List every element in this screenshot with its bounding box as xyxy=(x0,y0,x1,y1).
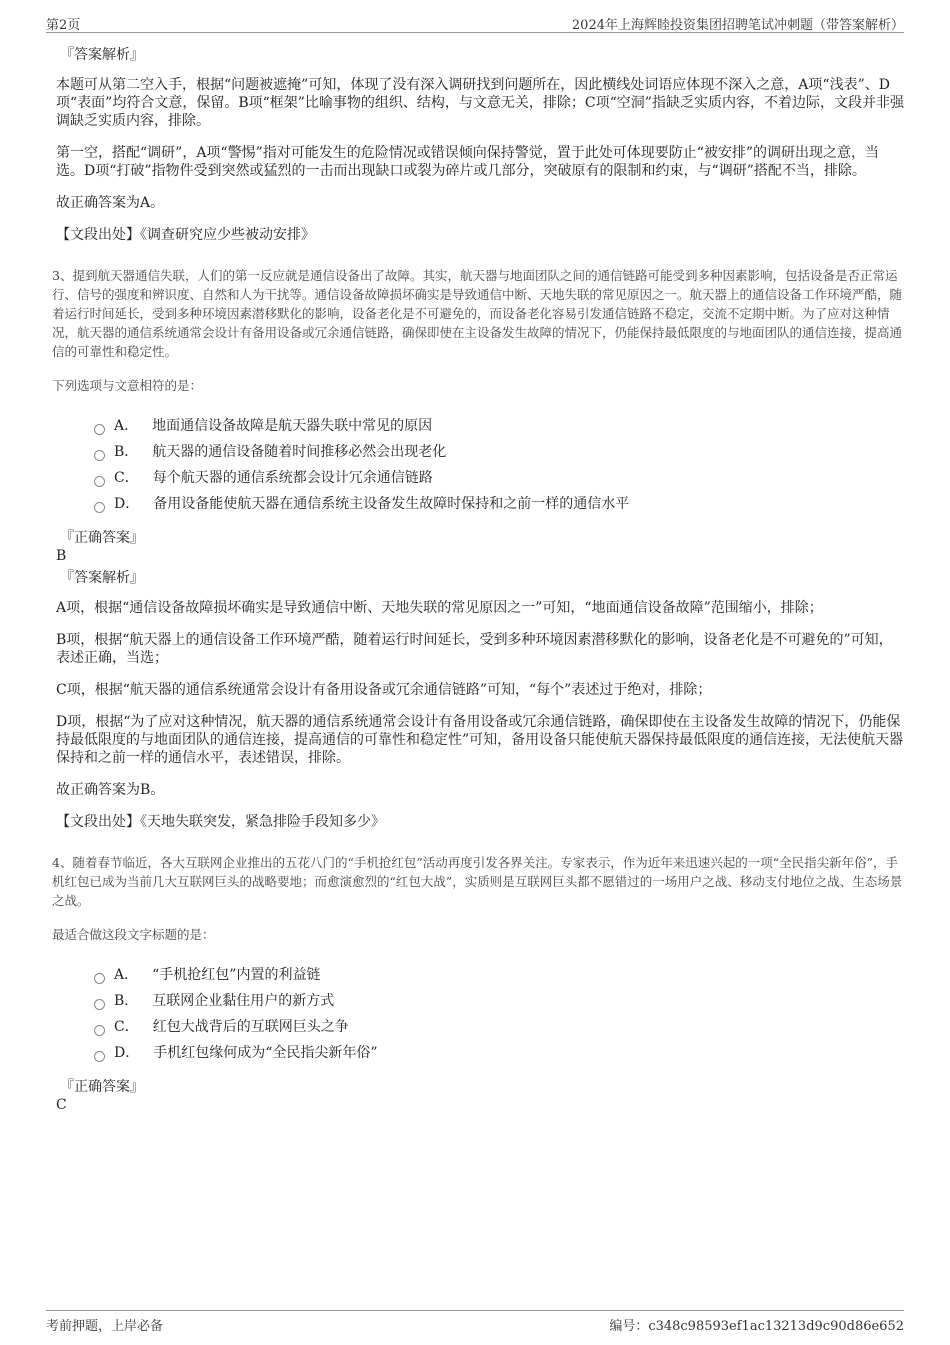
q2-analysis-label: 『答案解析』 xyxy=(60,47,144,63)
radio-icon[interactable] xyxy=(94,450,105,461)
radio-icon[interactable] xyxy=(94,1025,105,1036)
page-header xyxy=(46,12,904,33)
page-content xyxy=(52,46,904,1118)
q3-analysis-paragraph: A项，根据“通信设备故障损坏确实是导致通信中断、天地失联的常见原因之一”可知，“地面通信设备故障”范围缩小，排除； xyxy=(56,600,823,616)
q2-analysis-paragraph: 本题可从第二空入手，根据“问题被遮掩”可知，体现了没有深入调研找到问题所在，因此横线处词语应体现不深入之意，A项“浅表”、D项“表面”均符合文意，保留。B项“框架”比喻事物的组织、结构，与文意无关，排除；C项“空洞”指缺乏实质内容，不着边际，文段并非强调缺乏实质内容，排除。 xyxy=(56,77,904,129)
q3-answer-label: 『正确答案』 xyxy=(60,530,144,546)
q3-option-b[interactable]: B． 航天器的通信设备随着时间推移必然会出现老化 xyxy=(94,439,904,465)
radio-icon[interactable] xyxy=(94,424,105,435)
q3-analysis-paragraph: B项，根据“航天器上的通信设备工作环境严酷，随着运行时间延长，受到多种环境因素潜移默化的影响，设备老化是不可避免的”可知，表述正确，当选； xyxy=(56,632,893,666)
q4-answer: C xyxy=(56,1097,67,1113)
radio-icon[interactable] xyxy=(94,973,105,984)
radio-icon[interactable] xyxy=(94,1051,105,1062)
q4-options xyxy=(94,962,904,1066)
q3-answer: B xyxy=(56,548,67,564)
q4-option-d[interactable]: D． 手机红包缘何成为“全民指尖新年俗” xyxy=(94,1040,904,1066)
q3-question-text: 3、提到航天器通信失联，人们的第一反应就是通信设备出了故障。其实，航天器与地面团队之间的通信链路可能受到多种因素影响，包括设备是否正常运行、信号的强度和辨识度、自然和人为干扰等。通信设备故障损坏确实是导致通信中断、天地失联的常见原因之一。航天器上的通信设备工作环境严酷，随着运行时间延长，受到多种环境因素潜移默化的影响，设备老化是不可避免的，而设备老化容易引发通信链路不稳定，交流不定期中断。为了应对这种情况，航天器的通信系统通常会设计有备用设备或冗余通信链路，确保即使在主设备发生故障的情况下，仍能保持最低限度的与地面团队的通信连接，提高通信的可靠性和稳定性。 xyxy=(52,268,903,359)
q3-option-a[interactable]: A． 地面通信设备故障是航天器失联中常见的原因 xyxy=(94,413,904,439)
document-id: 编号：c348c98593ef1ac13213d9c90d86e652 xyxy=(609,1319,904,1334)
q3-options xyxy=(94,413,904,517)
radio-icon[interactable] xyxy=(94,999,105,1010)
q3-source: 【文段出处】《天地失联突发，紧急排险手段知多少》 xyxy=(56,814,385,830)
q3-option-c[interactable]: C． 每个航天器的通信系统都会设计冗余通信链路 xyxy=(94,465,904,491)
q2-analysis-paragraph: 第一空，搭配“调研”，A项“警惕”指对可能发生的危险情况或错误倾向保持警觉，置于此处可体现要防止“被安排”的调研出现之意，当选。D项“打破”指物件受到突然或猛烈的一击而出现缺口或裂为碎片或几部分，突破原有的限制和约束，与“调研”搭配不当，排除。 xyxy=(56,145,880,179)
footer-slogan: 考前押题，上岸必备 xyxy=(46,1319,164,1334)
radio-icon[interactable] xyxy=(94,476,105,487)
document-title: 2024年上海辉睦投资集团招聘笔试冲刺题（带答案解析） xyxy=(571,18,904,33)
q4-question-text: 4、随着春节临近，各大互联网企业推出的五花八门的“手机抢红包”活动再度引发各界关注。专家表示，作为近年来迅速兴起的一项“全民指尖新年俗”，手机红包已成为当前几大互联网巨头的战略要地；而愈演愈烈的“红包大战”，实质则是互联网巨头都不愿错过的一场用户之战、移动支付地位之战、生态场景之战。 xyxy=(52,855,903,908)
radio-icon[interactable] xyxy=(94,502,105,513)
q4-answer-label: 『正确答案』 xyxy=(60,1079,144,1095)
q4-option-b[interactable]: B． 互联网企业黏住用户的新方式 xyxy=(94,988,904,1014)
q4-prompt: 最适合做这段文字标题的是： xyxy=(52,927,215,942)
q4-option-c[interactable]: C． 红包大战背后的互联网巨头之争 xyxy=(94,1014,904,1040)
q3-option-d[interactable]: D． 备用设备能使航天器在通信系统主设备发生故障时保持和之前一样的通信水平 xyxy=(94,491,904,517)
q3-conclusion: 故正确答案为B。 xyxy=(56,782,165,798)
q3-analysis-paragraph: C项，根据“航天器的通信系统通常会设计有备用设备或冗余通信链路”可知，“每个”表述过于绝对，排除； xyxy=(56,682,712,698)
page-footer xyxy=(46,1310,904,1334)
q3-analysis-paragraph: D项，根据“为了应对这种情况，航天器的通信系统通常会设计有备用设备或冗余通信链路，确保即使在主设备发生故障的情况下，仍能保持最低限度的与地面团队的通信连接，提高通信的可靠性和稳定性”可知，备用设备只能使航天器保持最低限度的通信连接，无法使航天器保持和之前一样的通信水平，表述错误，排除。 xyxy=(56,714,904,766)
q3-analysis-label: 『答案解析』 xyxy=(60,570,144,586)
q4-option-a[interactable]: A． “手机抢红包”内置的利益链 xyxy=(94,962,904,988)
q2-conclusion: 故正确答案为A。 xyxy=(56,195,165,211)
q3-prompt: 下列选项与文意相符的是： xyxy=(52,378,203,393)
q2-source: 【文段出处】《调查研究应少些被动安排》 xyxy=(56,227,315,243)
page-number: 第2页 xyxy=(46,18,81,33)
